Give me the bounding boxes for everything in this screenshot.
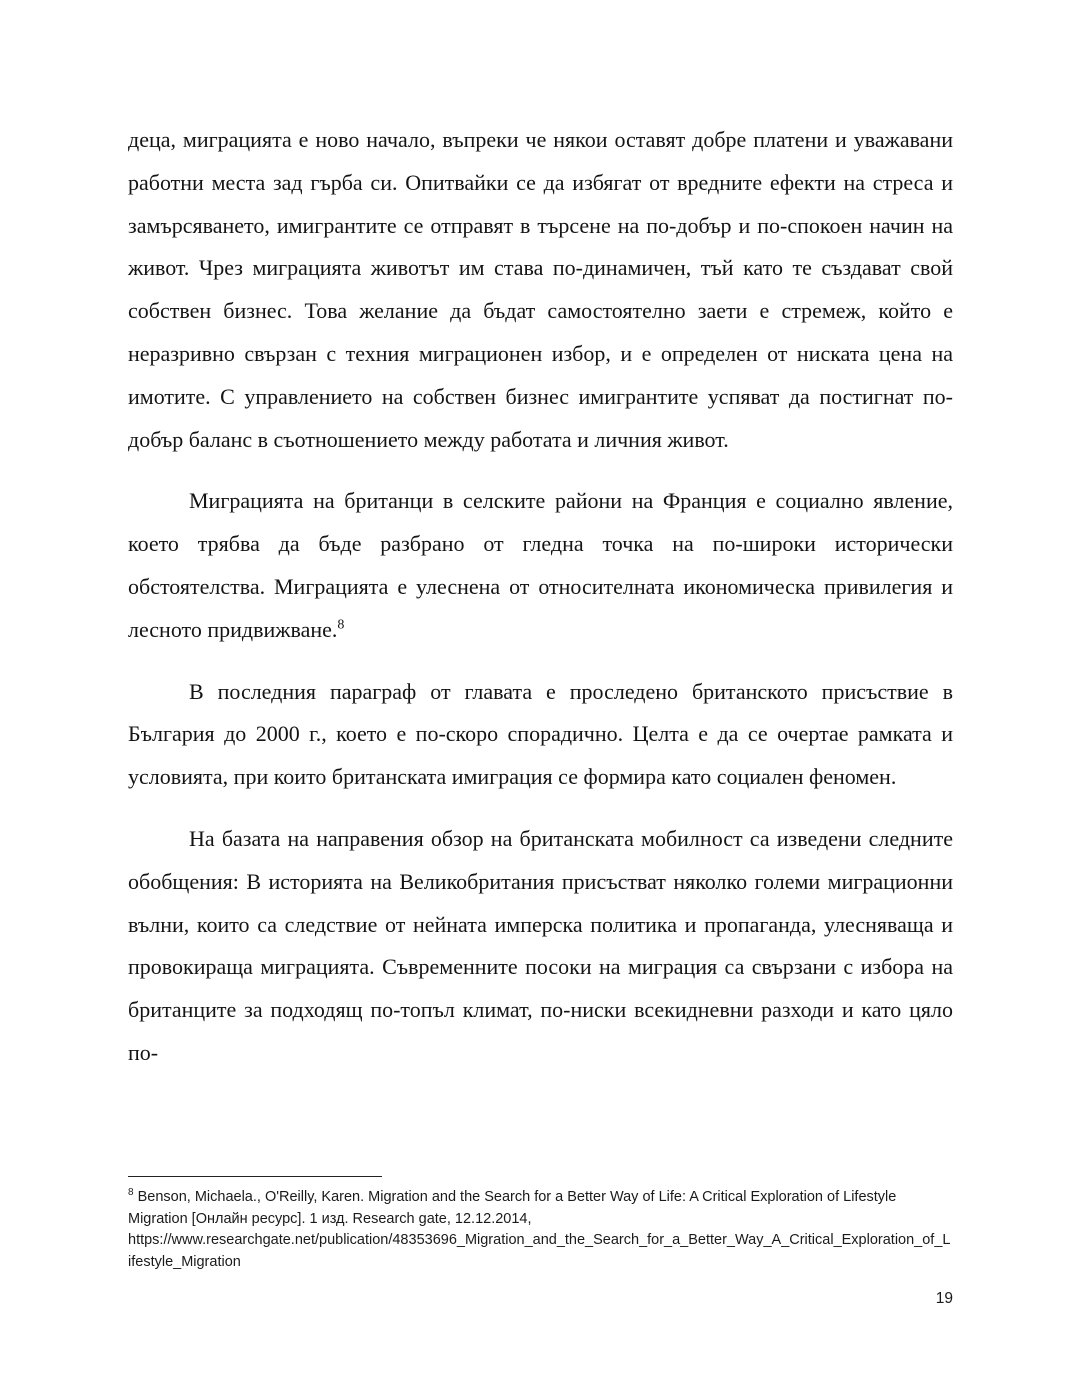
footnote-separator: [128, 1176, 382, 1177]
footnote-citation-line: [128, 1187, 953, 1230]
paragraph-2: [128, 480, 953, 651]
paragraph-1: деца, миграцията е ново начало, въпреки че някои оставят добре платени и уважавани работни места зад гърба си. Опитвайки се да избягат от вредните ефекти на стреса и замърсяването, имигрантите се отправят в търсене на по-добър и по-спокоен начин на живот. Чрез миграцията животът им става по-динамичен, тъй като те създават свой собствен бизнес. Това желание да бъдат самостоятелно заети е стремеж, който е неразривно свързан с техния миграционен избор, и е определен от ниската цена на имотите. С управлението на собствен бизнес имигрантите успяват да постигнат по-добър баланс в съотношението между работата и личния живот.: [128, 127, 953, 452]
footnote-citation: Benson, Michaela., O'Reilly, Karen. Migration and the Search for a Better Way of Life: A Critical Exploration of Lifestyle Migration [Онлайн ресурс]. 1 изд. Research gate, 12.12.2014,: [128, 1189, 897, 1227]
body-text: [128, 119, 953, 1094]
paragraph-3: В последния параграф от главата е проследено британското присъствие в България до 2000 г., което е по-скоро спорадично. Целта е да се очертае рамката и условията, при които британската имиграция се формира като социален феномен.: [128, 678, 953, 790]
footnote-number: 8: [128, 1187, 134, 1199]
footnote-reference[interactable]: 8: [337, 617, 345, 633]
footnote: [128, 1187, 953, 1273]
footnote-url[interactable]: https://www.researchgate.net/publication/48353696_Migration_and_the_Search_for_a_Better_Way_A_Critical_Exploration_of_Lifestyle_Migration: [128, 1232, 951, 1270]
paragraph-4: На базата на направения обзор на британската мобилност са изведени следните обобщения: В историята на Великобритания присъстват няколко големи миграционни вълни, които са следствие от нейната имперска политика и пропаганда, улесняваща и провокираща миграцията. Съвременните посоки на миграция са свързани с избора на британците за подходящ по-топъл климат, по-ниски всекидневни разходи и като цяло по-: [128, 825, 953, 1065]
page-number: 19: [935, 1290, 953, 1307]
paragraph-2-text: Миграцията на британци в селските райони на Франция е социално явление, което трябва да бъде разбрано от гледна точка на по-широки исторически обстоятелства. Миграцията е улеснена от относителната икономическа привилегия и лесното придвижване.: [128, 488, 953, 642]
